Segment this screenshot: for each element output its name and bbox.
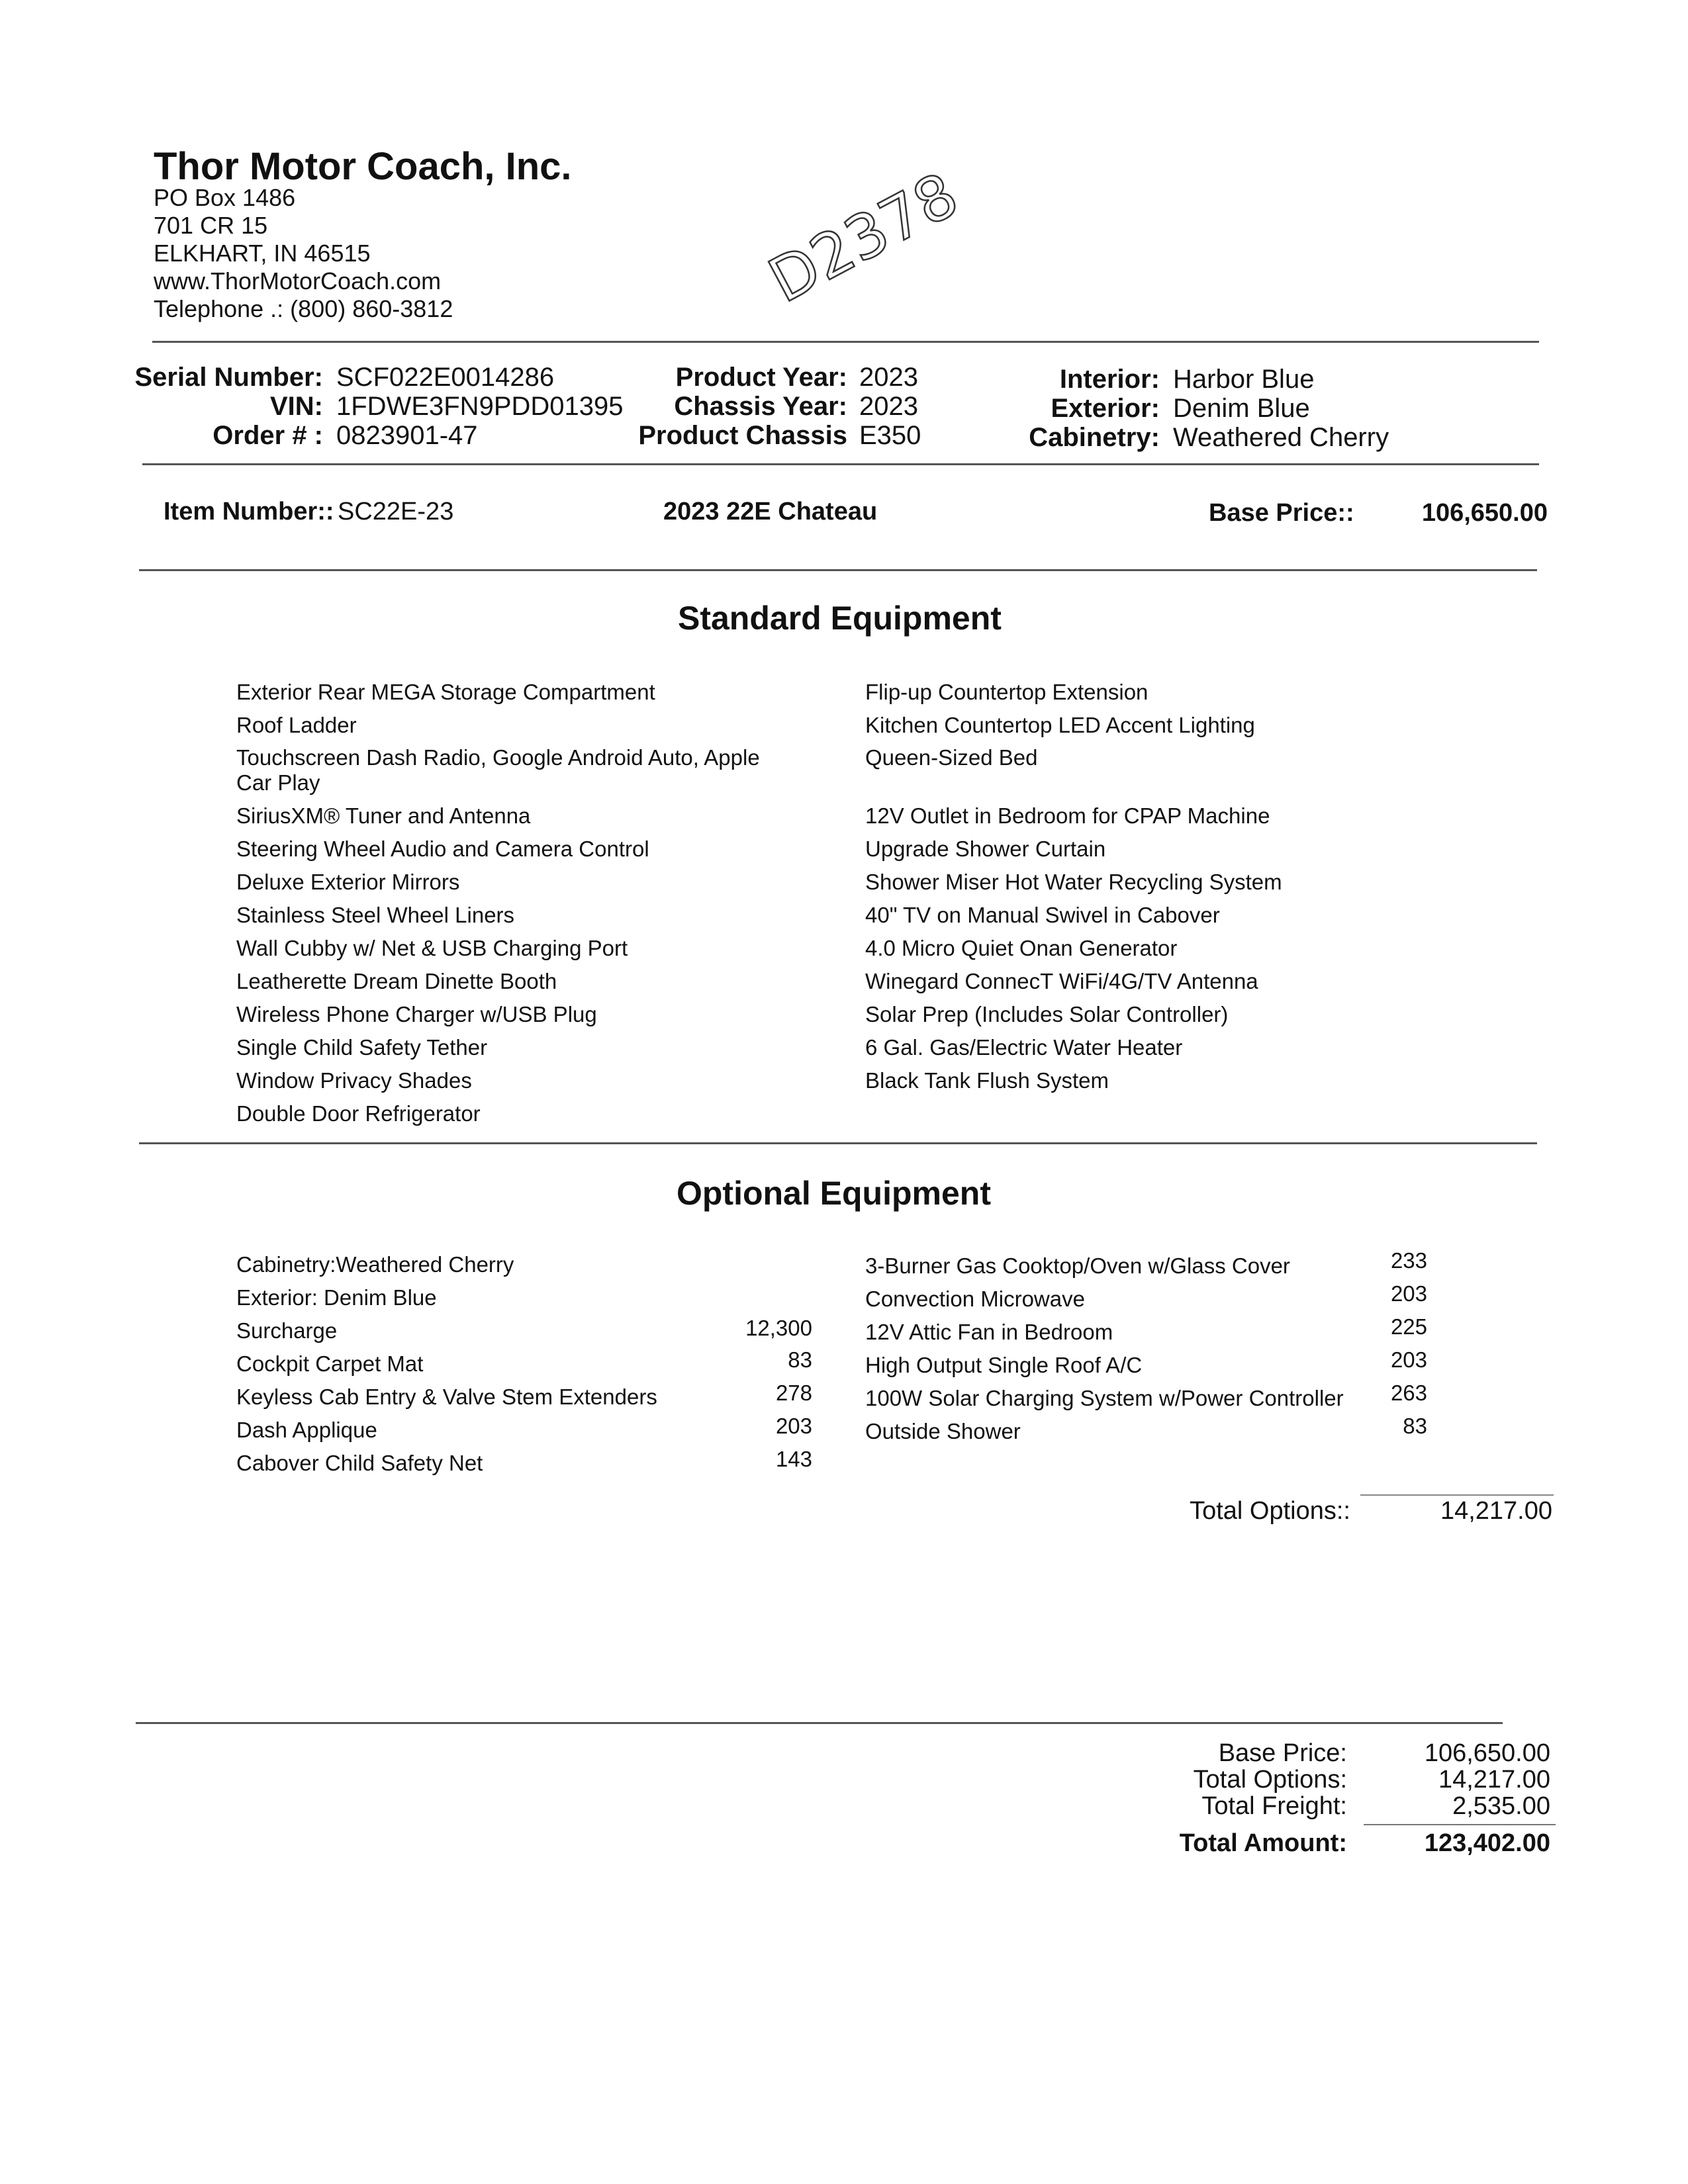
option-price: 203 (775, 1414, 812, 1438)
summary-total-options-value: 14,217.00 (1438, 1766, 1550, 1794)
list-item: Kitchen Countertop LED Accent Lighting (865, 713, 1255, 737)
divider (139, 569, 1537, 571)
divider (142, 463, 1539, 465)
option-name: Keyless Cab Entry & Valve Stem Extenders (236, 1385, 657, 1409)
cabinetry-value: Weathered Cherry (1173, 423, 1389, 452)
list-item: Steering Wheel Audio and Camera Control (236, 837, 649, 861)
optional-equipment-title: Optional Equipment (677, 1175, 991, 1212)
list-item: Winegard ConnecT WiFi/4G/TV Antenna (865, 969, 1258, 993)
list-item: Solar Prep (Includes Solar Controller) (865, 1002, 1229, 1026)
option-name: 100W Solar Charging System w/Power Controller (865, 1386, 1344, 1410)
company-city: ELKHART, IN 46515 (154, 240, 371, 267)
total-options-label: Total Options:: (1190, 1497, 1350, 1525)
handwritten-note (748, 152, 970, 317)
divider (152, 341, 1539, 343)
summary-total-freight-label: Total Freight: (1201, 1792, 1347, 1820)
chassis-year-label: Chassis Year: (674, 392, 847, 421)
summary-total-amount-value: 123,402.00 (1424, 1829, 1550, 1857)
list-item: Stainless Steel Wheel Liners (236, 903, 515, 927)
total-options-value: 14,217.00 (1440, 1497, 1552, 1525)
option-price: 143 (775, 1447, 812, 1471)
interior-label: Interior: (1059, 365, 1160, 394)
option-name: Cabinetry:Weathered Cherry (236, 1252, 514, 1277)
list-item: Flip-up Countertop Extension (865, 680, 1149, 704)
product-year-label: Product Year: (675, 363, 847, 392)
option-price: 263 (1390, 1381, 1427, 1405)
option-price: 233 (1390, 1248, 1427, 1273)
divider (139, 1142, 1537, 1144)
option-price: 203 (1390, 1347, 1427, 1372)
list-item: Car Play (236, 770, 320, 795)
list-item: Touchscreen Dash Radio, Google Android Auto, Apple (236, 745, 760, 770)
summary-base-price-label: Base Price: (1218, 1739, 1347, 1767)
chassis-year-value: 2023 (859, 392, 918, 421)
item-number-label: Item Number:: (164, 498, 334, 525)
list-item: 12V Outlet in Bedroom for CPAP Machine (865, 803, 1270, 828)
option-name: Exterior: Denim Blue (236, 1285, 437, 1310)
item-model: 2023 22E Chateau (663, 498, 878, 525)
company-po-box: PO Box 1486 (154, 184, 296, 211)
list-item: Deluxe Exterior Mirrors (236, 870, 460, 894)
product-year-value: 2023 (859, 363, 918, 392)
list-item: Leatherette Dream Dinette Booth (236, 969, 557, 993)
cabinetry-label: Cabinetry: (1029, 423, 1160, 452)
standard-equipment-title: Standard Equipment (678, 600, 1002, 637)
option-name: Surcharge (236, 1318, 338, 1343)
list-item: 6 Gal. Gas/Electric Water Heater (865, 1035, 1183, 1060)
handwritten-note-text: D2378 (757, 159, 970, 317)
option-name: Dash Applique (236, 1418, 377, 1442)
product-chassis-label: Product Chassis (638, 421, 847, 450)
list-item: Shower Miser Hot Water Recycling System (865, 870, 1282, 894)
divider (136, 1722, 1503, 1724)
list-item: Black Tank Flush System (865, 1068, 1109, 1093)
option-name: 12V Attic Fan in Bedroom (865, 1320, 1113, 1344)
base-price-value: 106,650.00 (1421, 499, 1548, 527)
company-name: Thor Motor Coach, Inc. (154, 145, 572, 188)
option-price: 83 (1403, 1414, 1427, 1438)
list-item: Window Privacy Shades (236, 1068, 472, 1093)
list-item: Exterior Rear MEGA Storage Compartment (236, 680, 655, 704)
list-item: 40" TV on Manual Swivel in Cabover (865, 903, 1220, 927)
company-telephone: Telephone .: (800) 860-3812 (154, 295, 453, 322)
exterior-value: Denim Blue (1173, 394, 1310, 423)
option-name: Cockpit Carpet Mat (236, 1351, 424, 1376)
exterior-label: Exterior: (1051, 394, 1160, 423)
list-item: SiriusXM® Tuner and Antenna (236, 803, 531, 828)
option-name: Cabover Child Safety Net (236, 1451, 483, 1475)
list-item: Wireless Phone Charger w/USB Plug (236, 1002, 597, 1026)
option-name: Outside Shower (865, 1419, 1021, 1443)
summary-total-options-label: Total Options: (1193, 1766, 1347, 1794)
list-item: Double Door Refrigerator (236, 1101, 481, 1126)
list-item: 4.0 Micro Quiet Onan Generator (865, 936, 1178, 960)
summary-total-freight-value: 2,535.00 (1452, 1792, 1550, 1820)
list-item: Wall Cubby w/ Net & USB Charging Port (236, 936, 628, 960)
option-price: 278 (775, 1381, 812, 1405)
item-number-value: SC22E-23 (338, 498, 454, 525)
order-value: 0823901-47 (336, 421, 478, 450)
total-amount-rule (1364, 1824, 1556, 1825)
serial-number-value: SCF022E0014286 (336, 363, 555, 392)
company-street: 701 CR 15 (154, 212, 268, 239)
option-price: 203 (1390, 1281, 1427, 1306)
option-name: High Output Single Roof A/C (865, 1353, 1143, 1377)
summary-total-amount-label: Total Amount: (1179, 1829, 1347, 1857)
list-item: Queen-Sized Bed (865, 745, 1038, 770)
list-item: Roof Ladder (236, 713, 357, 737)
serial-number-label: Serial Number: (134, 363, 323, 392)
option-name: Convection Microwave (865, 1287, 1085, 1311)
summary-base-price-value: 106,650.00 (1424, 1739, 1550, 1767)
total-options-rule (1360, 1494, 1554, 1496)
vin-value: 1FDWE3FN9PDD01395 (336, 392, 624, 421)
option-price: 83 (788, 1347, 812, 1372)
vin-label: VIN: (270, 392, 323, 421)
company-website: www.ThorMotorCoach.com (154, 267, 442, 295)
base-price-label: Base Price:: (1209, 499, 1354, 527)
list-item: Upgrade Shower Curtain (865, 837, 1106, 861)
product-chassis-value: E350 (859, 421, 921, 450)
option-price: 12,300 (745, 1316, 812, 1340)
option-price: 225 (1390, 1314, 1427, 1339)
order-label: Order # : (212, 421, 323, 450)
list-item: Single Child Safety Tether (236, 1035, 488, 1060)
option-name: 3-Burner Gas Cooktop/Oven w/Glass Cover (865, 1253, 1290, 1278)
interior-value: Harbor Blue (1173, 365, 1315, 394)
